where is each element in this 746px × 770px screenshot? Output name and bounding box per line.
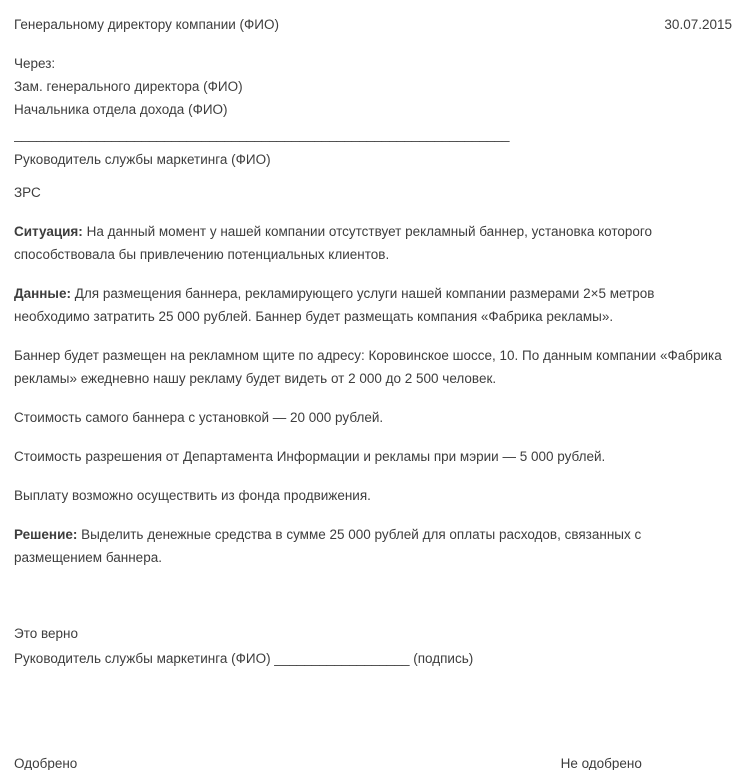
not-approved-line: Не одобрено____________ — [560, 756, 732, 770]
paragraph-data — [14, 282, 732, 328]
via-line-revenue-head: Начальника отдела дохода (ФИО) — [14, 102, 228, 117]
paragraph-text: Для размещения баннера, рекламирующего услуги нашей компании размерами 2×5 метров необходимо затратить 25 000 рублей. Баннер будет размещать компания «Фабрика рекламы». — [14, 286, 655, 324]
signature-line: Руководитель службы маркетинга (ФИО) __________________ (подпись) — [14, 651, 474, 666]
document-header — [14, 13, 732, 36]
paragraph-funding — [14, 484, 732, 507]
paragraph-text: На данный момент у нашей компании отсутствует рекламный баннер, установка которого способствовала бы привлечению потенциальных клиентов. — [14, 224, 653, 262]
via-line-deputy-director: Зам. генерального директора (ФИО) — [14, 79, 243, 94]
verification-line: Это верно — [14, 626, 78, 641]
paragraph-banner-cost — [14, 406, 732, 429]
separator-line: __________________________________________________________________ — [14, 127, 510, 142]
paragraph-text: Стоимость самого баннера с установкой — 20 000 рублей. — [14, 410, 384, 425]
paragraph-banner-location — [14, 344, 732, 390]
paragraph-label: Решение: — [14, 527, 78, 542]
paragraph-text: Стоимость разрешения от Департамента Информации и рекламы при мэрии — 5 000 рублей. — [14, 449, 606, 464]
paragraph-permit-cost — [14, 445, 732, 468]
paragraph-text: Баннер будет размещен на рекламном щите по адресу: Коровинское шоссе, 10. По данным компании «Фабрика рекламы» ежедневно нашу рекламу будет видеть от 2 000 до 2 500 человек. — [14, 348, 722, 386]
author-line: Руководитель службы маркетинга (ФИО) — [14, 152, 271, 167]
addressee: Генеральному директору компании (ФИО) — [14, 17, 280, 32]
paragraph-situation — [14, 220, 732, 266]
paragraph-label: Ситуация: — [14, 224, 83, 239]
approved-line: Одобрено_______________ — [14, 756, 190, 770]
paragraph-text: Выплату возможно осуществить из фонда продвижения. — [14, 488, 371, 503]
approval-row — [14, 752, 732, 770]
paragraph-label: Данные: — [14, 286, 71, 301]
doc-code: ЗРС — [14, 185, 41, 200]
routing-block — [14, 52, 732, 121]
closing-block — [14, 622, 732, 670]
via-label: Через: — [14, 56, 56, 71]
paragraph-text: Выделить денежные средства в сумме 25 000 рублей для оплаты расходов, связанных с размещением баннера. — [14, 527, 642, 565]
paragraph-decision — [14, 523, 732, 569]
document-date: 30.07.2015 — [664, 17, 732, 32]
